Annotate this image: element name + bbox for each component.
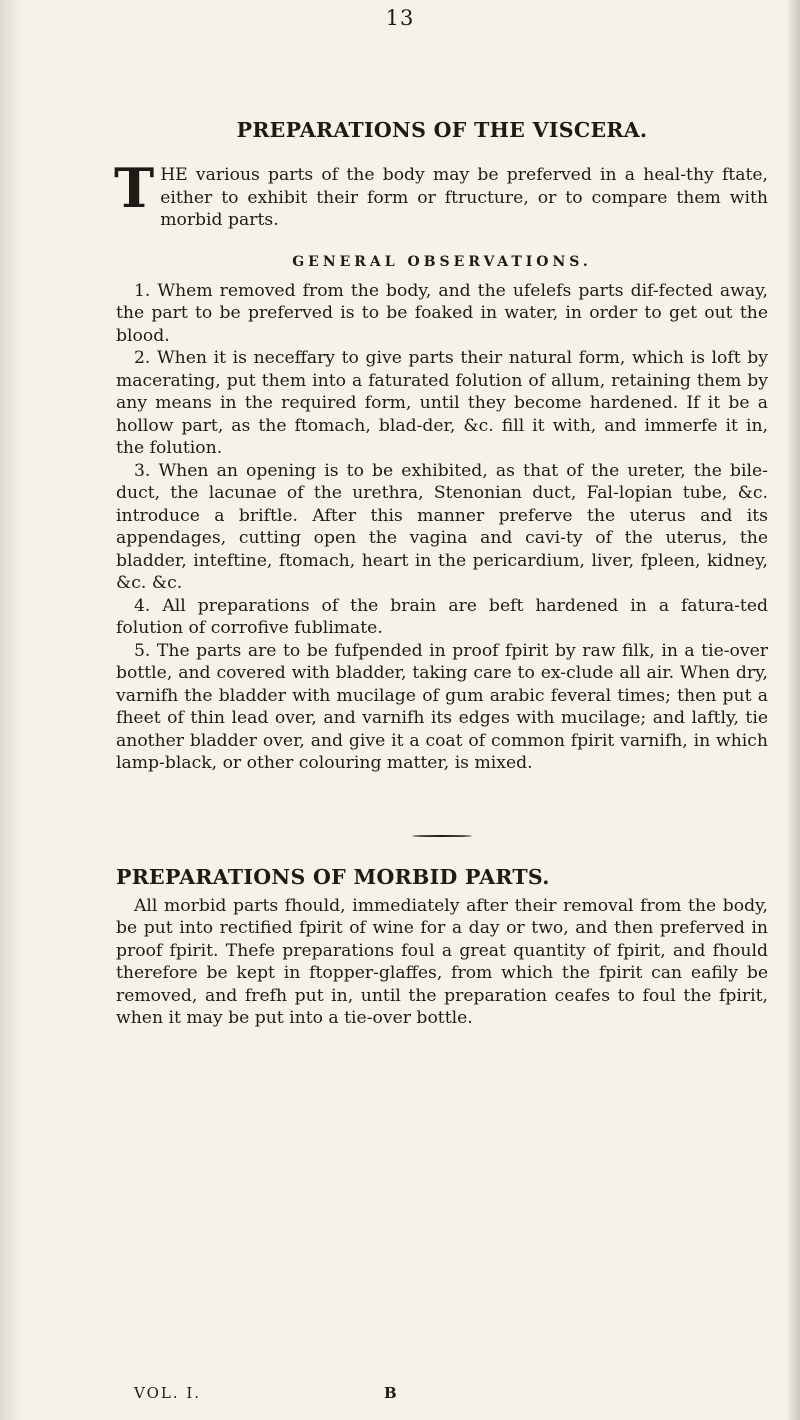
intro-text: HE various parts of the body may be preferved in a heal-thy ftate, either to exhibit their form or ftructure, or to compare them with morbid parts.	[160, 165, 768, 230]
section-title-morbid-parts: PREPARATIONS OF MORBID PARTS.	[116, 864, 550, 889]
page-edge-shadow	[786, 0, 800, 1420]
observation-item-3: 3. When an opening is to be exhibited, as that of the ureter, the bile-duct, the lacunae of the urethra, Stenonian duct, Fal-lopian tube, &c. introduce a briftle. After this manner preferve the uterus and its appendages, cutting open the vagina and cavi-ty of the uterus, the bladder, inteftine, ftomach, heart in the pericardium, liver, fpleen, kidney, &c. &c.	[116, 460, 768, 593]
page-footer	[134, 1384, 434, 1402]
drop-cap: T	[114, 156, 155, 220]
page-number: 13	[385, 6, 415, 30]
footer-volume: VOL. I.	[134, 1384, 202, 1402]
section-title-viscera: PREPARATIONS OF THE VISCERA.	[236, 118, 648, 142]
observation-item-4: 4. All preparations of the brain are beft hardened in a fatura-ted folution of corrofive fublimate.	[116, 595, 768, 638]
general-observations-heading: GENERAL OBSERVATIONS.	[292, 253, 592, 270]
observation-item-5: 5. The parts are to be fufpended in proof fpirit by raw filk, in a tie-over bottle, and covered with bladder, taking care to ex-clude all air. When dry, varnifh the bladder with mucilage of gum arabic feveral times; then put a fheet of thin lead over, and varnifh its edges with mucilage; and laftly, tie another bladder over, and give it a coat of common fpirit varnifh, in which lamp-black, or other colouring matter, is mixed.	[116, 640, 768, 773]
section-divider	[412, 835, 472, 837]
observation-item-2: 2. When it is neceffary to give parts their natural form, which is loft by macerating, put them into a faturated folution of allum, retaining them by any means in the required form, until they become hardened. If it be a hollow part, as the ftomach, blad-der, &c. fill it with, and immerfe it in, the folution.	[116, 348, 768, 458]
observation-item-1: 1. Whem removed from the body, and the ufelefs parts dif-fected away, the part to be preferved is to be foaked in water, in order to get out the blood.	[116, 280, 768, 346]
page-content	[116, 118, 768, 1030]
morbid-parts-paragraph: All morbid parts fhould, immediately after their removal from the body, be put into rectified fpirit of wine for a day or two, and then preferved in proof fpirit. Thefe preparations foul a great quantity of fpirit, and fhould therefore be kept in ftopper-glaffes, from which the fpirit can eafily be removed, and frefh put in, until the preparation ceafes to foul the fpirit, when it may be put into a tie-over bottle.	[116, 895, 768, 1028]
intro-paragraph	[114, 156, 768, 232]
footer-signature-mark: B	[384, 1384, 399, 1402]
binding-shadow	[0, 0, 22, 1420]
